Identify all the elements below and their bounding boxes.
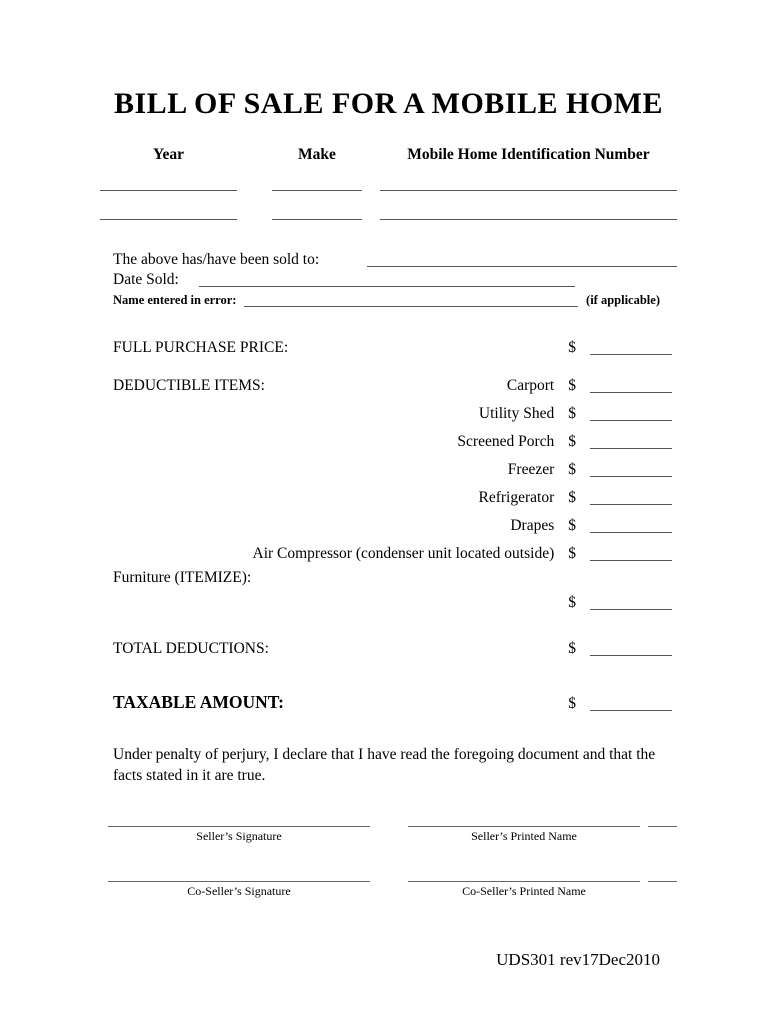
date-sold-field[interactable] — [199, 284, 575, 287]
dollar-sign: $ — [568, 594, 576, 611]
entry-row-1 — [100, 164, 677, 191]
freezer-amount-field[interactable] — [590, 474, 672, 477]
deductible-row — [113, 484, 677, 512]
dollar-sign: $ — [568, 405, 576, 422]
deductible-row — [113, 540, 677, 568]
full-purchase-price-field[interactable] — [590, 352, 672, 355]
deductible-item-label: Air Compressor (condenser unit located outside) — [252, 545, 555, 562]
date-sold-label: Date Sold: — [113, 271, 179, 288]
dollar-sign: $ — [568, 545, 576, 562]
id-number-field-2[interactable] — [380, 191, 677, 220]
co-seller-extra-line[interactable] — [648, 881, 677, 882]
utility-shed-amount-field[interactable] — [590, 418, 672, 421]
full-purchase-price-label: FULL PURCHASE PRICE: — [113, 339, 289, 356]
if-applicable-label: (if applicable) — [586, 293, 660, 307]
furniture-label: Furniture (ITEMIZE): — [113, 569, 252, 586]
sold-to-row — [113, 250, 677, 270]
seller-printed-name-label: Seller’s Printed Name — [471, 829, 577, 843]
seller-signature-labels — [108, 829, 677, 844]
sold-to-label: The above has/have been sold to: — [113, 251, 320, 268]
co-seller-printed-name-line[interactable] — [408, 881, 640, 882]
deductible-row — [113, 512, 677, 540]
taxable-amount-field[interactable] — [590, 708, 672, 711]
refrigerator-amount-field[interactable] — [590, 502, 672, 505]
year-header: Year — [153, 146, 184, 163]
name-error-label: Name entered in error: — [113, 293, 237, 307]
seller-signature-row — [108, 826, 677, 827]
name-error-row — [113, 290, 677, 310]
year-field-2[interactable] — [100, 191, 237, 220]
deductible-items-section — [113, 372, 677, 614]
co-seller-signature-labels — [108, 884, 677, 899]
co-seller-printed-name-label: Co-Seller’s Printed Name — [462, 884, 586, 898]
id-number-header: Mobile Home Identification Number — [407, 146, 650, 163]
taxable-amount-label: TAXABLE AMOUNT: — [113, 692, 284, 712]
make-field-1[interactable] — [272, 164, 362, 191]
total-deductions-label: TOTAL DEDUCTIONS: — [113, 640, 269, 657]
date-sold-row — [113, 270, 677, 290]
dollar-sign: $ — [568, 377, 576, 394]
seller-signature-label: Seller’s Signature — [196, 829, 282, 843]
co-seller-signature-row — [108, 881, 677, 882]
sold-to-field[interactable] — [367, 264, 677, 267]
dollar-sign: $ — [568, 461, 576, 478]
make-field-2[interactable] — [272, 191, 362, 220]
total-deductions-field[interactable] — [590, 653, 672, 656]
dollar-sign: $ — [568, 433, 576, 450]
entry-row-2 — [100, 191, 677, 220]
taxable-amount-row — [113, 690, 677, 716]
furniture-row — [113, 568, 677, 588]
carport-amount-field[interactable] — [590, 390, 672, 393]
full-purchase-price-row — [113, 338, 677, 358]
perjury-statement: Under penalty of perjury, I declare that I have read the foregoing document and that the facts stated in it are true. — [113, 746, 656, 784]
dollar-sign: $ — [568, 339, 576, 356]
co-seller-signature-label: Co-Seller’s Signature — [187, 884, 291, 898]
name-error-field[interactable] — [244, 304, 578, 307]
screened-porch-amount-field[interactable] — [590, 446, 672, 449]
deductible-row — [113, 372, 677, 400]
dollar-sign: $ — [568, 640, 576, 657]
deductible-item-label: Carport — [506, 377, 555, 394]
column-headers — [100, 146, 677, 164]
dollar-sign: $ — [568, 695, 576, 712]
fields-section — [113, 250, 677, 786]
make-header: Make — [298, 146, 336, 163]
deductible-item-label: Screened Porch — [457, 433, 555, 450]
air-compressor-amount-field[interactable] — [590, 558, 672, 561]
deductible-row — [113, 428, 677, 456]
deductible-item-label: Freezer — [507, 461, 555, 478]
deductible-item-label: Drapes — [510, 517, 555, 534]
total-deductions-row — [113, 638, 677, 660]
seller-extra-line[interactable] — [648, 826, 677, 827]
form-number-footer: UDS301 rev17Dec2010 — [496, 950, 660, 969]
deductible-items-label: DEDUCTIBLE ITEMS: — [113, 377, 265, 394]
furniture-amount-field[interactable] — [590, 607, 672, 610]
dollar-sign: $ — [568, 489, 576, 506]
id-number-field-1[interactable] — [380, 164, 677, 191]
seller-signature-line[interactable] — [108, 826, 370, 827]
seller-printed-name-line[interactable] — [408, 826, 640, 827]
year-field-1[interactable] — [100, 164, 237, 191]
deductible-row — [113, 400, 677, 428]
co-seller-signature-line[interactable] — [108, 881, 370, 882]
deductible-item-label: Refrigerator — [478, 489, 555, 506]
dollar-sign: $ — [568, 517, 576, 534]
drapes-amount-field[interactable] — [590, 530, 672, 533]
deductible-item-label: Utility Shed — [478, 405, 555, 422]
furniture-amount-row — [113, 592, 677, 614]
page-title: BILL OF SALE FOR A MOBILE HOME — [114, 87, 663, 120]
deductible-row — [113, 456, 677, 484]
